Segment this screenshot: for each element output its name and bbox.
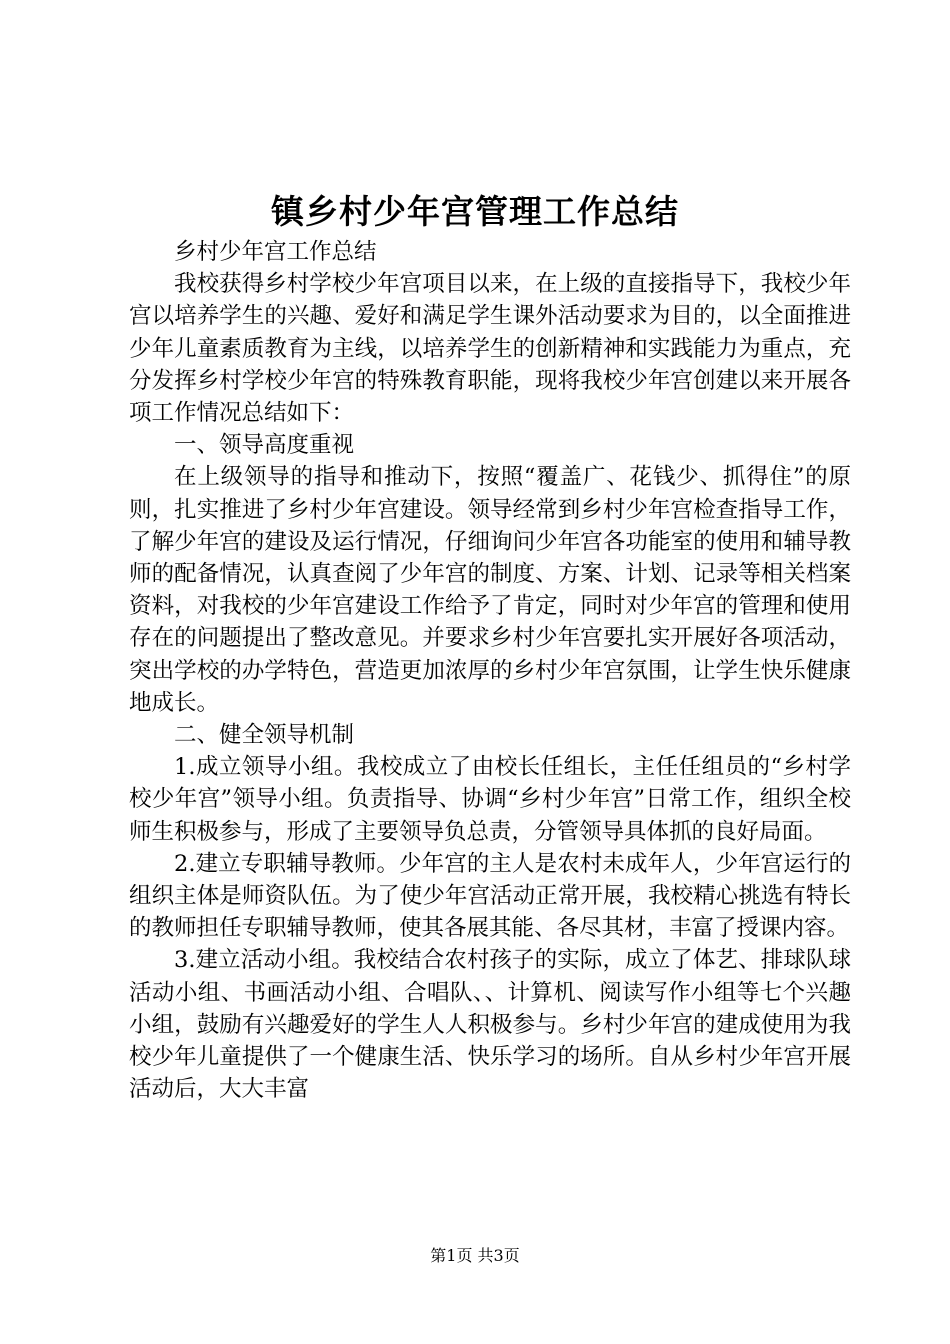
paragraph-intro: 我校获得乡村学校少年宫项目以来，在上级的直接指导下，我校少年宫以培养学生的兴趣、爱好和满足学生课外活动要求为目的，以全面推进少年儿童素质教育为主线，以培养学生的创新精神和实践能力为重点，充分发挥乡村学校少年宫的特殊教育职能，现将我校少年宫创建以来开展各项工作情况总结如下： xyxy=(129,271,851,427)
document-title: 镇乡村少年宫管理工作总结 xyxy=(271,192,679,231)
page-footer: 第1页 共3页 xyxy=(430,1246,520,1265)
paragraph-section-1: 在上级领导的指导和推动下，按照“覆盖广、花钱少、抓得住”的原则，扎实推进了乡村少年宫建设。领导经常到乡村少年宫检查指导工作，了解少年宫的建设及运行情况，仔细询问少年宫各功能室的使用和辅导教师的配备情况，认真查阅了少年宫的制度、方案、计划、记录等相关档案资料，对我校的少年宫建设工作给予了肯定，同时对少年宫的管理和使用存在的问题提出了整改意见。并要求乡村少年宫要扎实开展好各项活动，突出学校的办学特色，营造更加浓厚的乡村少年宫氛围，让学生快乐健康地成长。 xyxy=(129,464,851,716)
section-heading-1: 一、领导高度重视 xyxy=(174,432,355,459)
paragraph-item-1: 1.成立领导小组。我校成立了由校长任组长，主任任组员的“乡村学校少年宫”领导小组。负责指导、协调“乡村少年宫”日常工作，组织全校师生积极参与，形成了主要领导负总责，分管领导具体抓的良好局面。 xyxy=(129,754,851,845)
paragraph-subtitle: 乡村少年宫工作总结 xyxy=(174,239,377,265)
section-heading-2: 二、健全领导机制 xyxy=(174,722,355,749)
paragraph-item-2: 2.建立专职辅导教师。少年宫的主人是农村未成年人，少年宫运行的组织主体是师资队伍。为了使少年宫活动正常开展，我校精心挑选有特长的教师担任专职辅导教师，使其各展其能、各尽其材，丰富了授课内容。 xyxy=(129,850,851,942)
document-body xyxy=(129,236,851,1105)
paragraph-item-3: 3.建立活动小组。我校结合农村孩子的实际，成立了体艺、排球队球活动小组、书画活动小组、合唱队、、计算机、阅读写作小组等七个兴趣小组，鼓励有兴趣爱好的学生人人积极参与。乡村少年宫的建成使用为我校少年儿童提供了一个健康生活、快乐学习的场所。自从乡村少年宫开展活动后，大大丰富 xyxy=(129,947,851,1103)
